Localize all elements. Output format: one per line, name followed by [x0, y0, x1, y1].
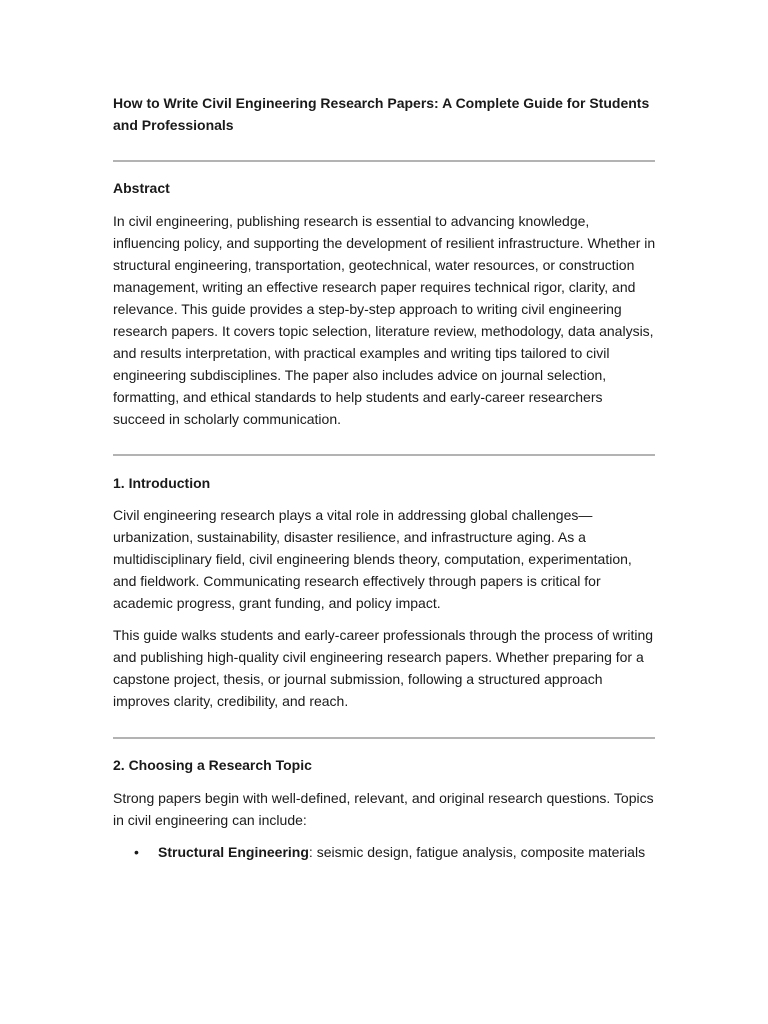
document-title: How to Write Civil Engineering Research Papers: A Complete Guide for Students and Professionals [113, 95, 650, 133]
section-heading-introduction: 1. Introduction [113, 475, 211, 491]
introduction-paragraph-2: This guide walks students and early-career professionals through the process of writing and publishing high-quality civil engineering research papers. Whether preparing for a capstone project, thesis, or journal submission, following a structured approach improves clarity, credibility, and reach. [113, 627, 654, 709]
section-divider [113, 454, 655, 456]
introduction-paragraph-1: Civil engineering research plays a vital role in addressing global challenges—urbanization, sustainability, disaster resilience, and infrastructure aging. As a multidisciplinary field, civil engineering blends theory, computation, experimentation, and fieldwork. Communicating research effectively through papers is critical for academic progress, grant funding, and policy impact. [113, 507, 632, 611]
abstract-paragraph: In civil engineering, publishing research is essential to advancing knowledge, influencing policy, and supporting the development of resilient infrastructure. Whether in structural engineering, transportation, geotechnical, water resources, or construction management, writing an effective research paper requires technical rigor, clarity, and relevance. This guide provides a step-by-step approach to writing civil engineering research papers. It covers topic selection, literature review, methodology, data analysis, and results interpretation, with practical examples and writing tips tailored to civil engineering subdisciplines. The paper also includes advice on journal selection, formatting, and ethical standards to help students and early-career researchers succeed in scholarly communication. [113, 213, 656, 427]
topic-list [113, 841, 658, 863]
list-item-text: : seismic design, fatigue analysis, composite materials [308, 844, 646, 860]
list-item [113, 841, 658, 863]
list-item-term: Structural Engineering [158, 844, 309, 860]
section-heading-abstract: Abstract [113, 180, 170, 196]
research-topic-paragraph: Strong papers begin with well-defined, relevant, and original research questions. Topics in civil engineering can include: [113, 790, 654, 828]
bullet-icon: • [134, 844, 139, 860]
section-divider [113, 160, 655, 162]
section-divider [113, 737, 655, 739]
section-heading-research-topic: 2. Choosing a Research Topic [113, 757, 312, 773]
